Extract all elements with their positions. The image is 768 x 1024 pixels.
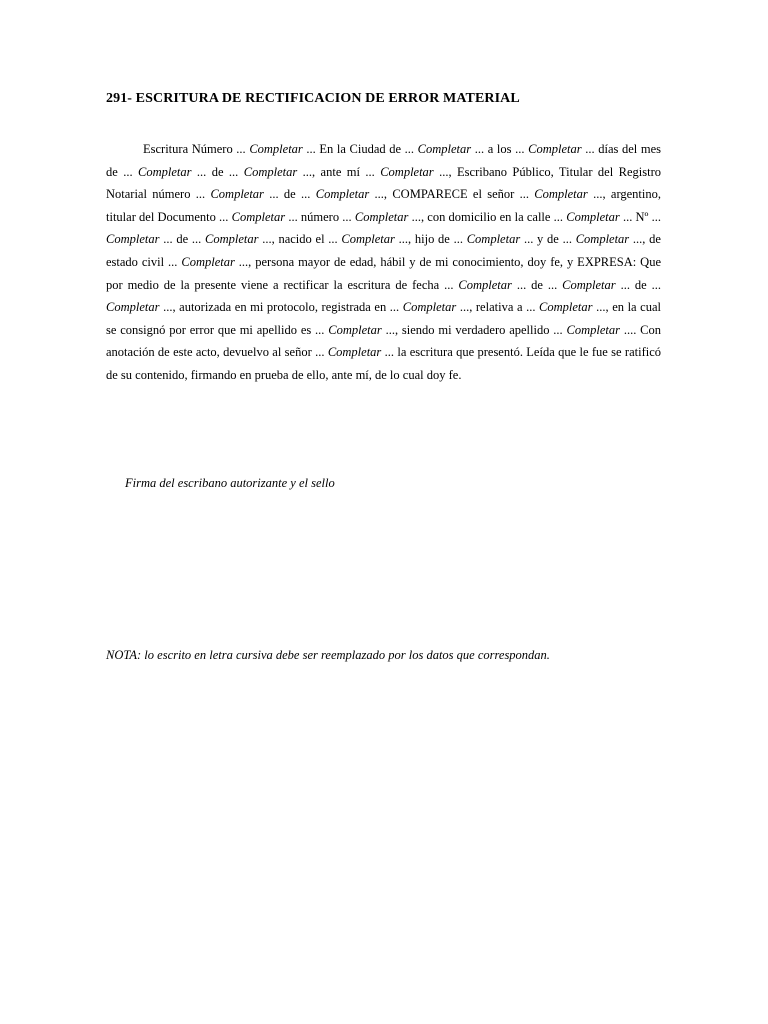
placeholder-completar: Completar — [243, 164, 298, 179]
placeholder-completar: Completar — [575, 232, 630, 247]
document-title: 291- ESCRITURA DE RECTIFICACION DE ERROR MATERIAL — [106, 91, 520, 106]
placeholder-completar: Completar — [106, 300, 160, 315]
placeholder-completar: Completar — [566, 322, 620, 337]
body-text-segment: ..., hijo de ... — [394, 232, 467, 247]
placeholder-completar: Completar — [249, 142, 303, 156]
placeholder-completar: Completar — [210, 187, 264, 202]
body-text-segment: ... a los ... — [471, 142, 529, 156]
placeholder-completar: Completar — [534, 187, 588, 202]
body-text-segment: ..., argentino, titular del Documento ... — [106, 187, 662, 224]
body-text-segment: ... Nº ... — [619, 209, 661, 224]
body-text-segment: ..., ante mí ... — [297, 164, 381, 179]
placeholder-completar: Completar — [562, 277, 616, 292]
placeholder-completar: Completar — [566, 209, 620, 224]
placeholder-completar: Completar — [539, 300, 593, 315]
body-text-segment: .... Con anotación de este acto, devuelvo al señor ... — [106, 322, 661, 360]
placeholder-completar: Completar — [328, 322, 382, 337]
placeholder-completar: Completar — [354, 209, 409, 224]
placeholder-completar: Completar — [315, 187, 370, 202]
placeholder-completar: Completar — [205, 232, 259, 247]
body-text-segment: Escritura Número ... — [143, 142, 250, 156]
body-text-segment: ..., relativa a ... — [456, 300, 540, 315]
body-text-segment: ... En la Ciudad de ... — [302, 142, 418, 156]
placeholder-completar: Completar — [528, 142, 582, 156]
body-text-segment: ..., persona mayor de edad, hábil y de mi conocimiento, doy fe, y EXPRESA: Que por medio de la presente viene a rectificar la escritura de fecha ... — [106, 254, 661, 292]
placeholder-completar: Completar — [181, 254, 235, 269]
document-note: NOTA: lo escrito en letra cursiva debe ser reemplazado por los datos que correspondan. — [106, 648, 550, 662]
placeholder-completar: Completar — [402, 300, 457, 315]
body-text-segment: ..., COMPARECE el señor ... — [369, 187, 535, 202]
placeholder-completar: Completar — [417, 142, 472, 156]
body-text-segment: ... y de ... — [520, 232, 576, 247]
placeholder-completar: Completar — [106, 232, 160, 247]
body-text-segment: ..., autorizada en mi protocolo, registrada en ... — [159, 300, 403, 315]
body-text-segment: ... de ... — [615, 277, 661, 292]
body-text-segment: ..., nacido el ... — [258, 232, 342, 247]
body-text-segment: ... número ... — [285, 209, 355, 224]
body-text-segment: ..., siendo mi verdadero apellido ... — [381, 322, 567, 337]
body-text-segment: ..., con domicilio en la calle ... — [408, 209, 567, 224]
placeholder-completar: Completar — [231, 209, 286, 224]
body-text-segment: ... de ... — [191, 164, 244, 179]
placeholder-completar: Completar — [466, 232, 521, 247]
placeholder-completar: Completar — [458, 277, 512, 292]
body-text-segment: ... de ... — [511, 277, 563, 292]
body-text-segment: ... días del mes de ... — [106, 142, 661, 179]
body-text-segment: ..., Escribano Público, Titular del Registro Notarial número ... — [106, 164, 661, 202]
body-text-segment: ... de ... — [159, 232, 205, 247]
placeholder-completar: Completar — [138, 164, 192, 179]
placeholder-completar: Completar — [327, 345, 382, 360]
placeholder-completar: Completar — [380, 164, 434, 179]
body-text-segment: ... la escritura que presentó. Leída que le fue se ratificó de su contenido, firmando en prueba de ello, ante mí, de lo cual doy fe. — [106, 345, 662, 382]
document-body — [106, 138, 661, 387]
placeholder-completar: Completar — [341, 232, 395, 247]
body-text-segment: ..., en la cual se consignó por error que mi apellido es ... — [106, 300, 661, 337]
body-text-segment: ..., de estado civil ... — [106, 232, 661, 269]
signature-line: Firma del escribano autorizante y el sello — [125, 476, 335, 490]
body-text-segment: ... de ... — [263, 187, 316, 202]
